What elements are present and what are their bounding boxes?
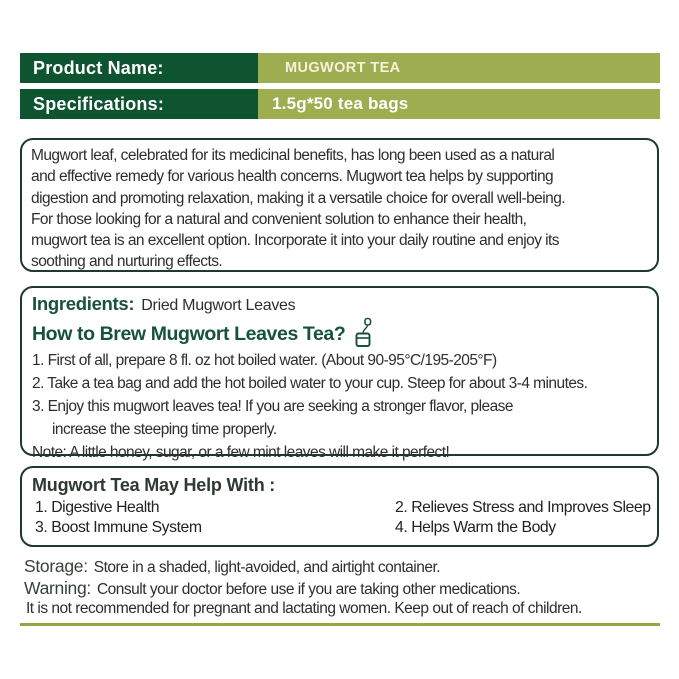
warning-text: Consult your doctor before use if you are taking other medications.	[96, 580, 521, 598]
benefits-row	[32, 519, 651, 539]
ingredients-line	[32, 293, 651, 319]
specifications-value: 1.5g*50 tea bags	[258, 89, 660, 119]
teabag-icon	[355, 317, 373, 348]
benefit-item: 4. Helps Warm the Body	[395, 518, 556, 536]
description-line: digestion and promoting relaxation, making it a versatile choice for overall well-being.	[31, 189, 566, 207]
description-line: For those looking for a natural and convenient solution to enhance their health,	[31, 210, 527, 228]
specifications-row	[20, 89, 660, 119]
ingredients-value: Dried Mugwort Leaves	[141, 297, 296, 314]
benefit-item: 2. Relieves Stress and Improves Sleep	[395, 499, 651, 516]
benefit-item: 3. Boost Immune System	[35, 518, 202, 536]
ingredients-label: Ingredients:	[32, 293, 135, 314]
brew-instructions-box	[20, 286, 659, 461]
description-box	[20, 138, 659, 272]
product-name-value: MUGWORT TEA	[258, 53, 660, 83]
footer-notes	[24, 556, 660, 621]
storage-label: Storage:	[24, 556, 88, 576]
storage-text: Store in a shaded, light-avoided, and airtight container.	[93, 559, 441, 576]
brew-step: 2. Take a tea bag and add the hot boiled water to your cup. Steep for about 3-4 minutes.	[32, 375, 588, 392]
brew-step: 1. First of all, prepare 8 fl. oz hot boiled water. (About 90-95°C/195-205°F)	[32, 352, 497, 369]
bottom-divider	[20, 623, 660, 626]
warning-text-2: It is not recommended for pregnant and lactating women. Keep out of reach of children.	[26, 599, 582, 617]
description-line: soothing and nurturing effects.	[31, 253, 223, 271]
benefit-item: 1. Digestive Health	[35, 499, 160, 516]
warning-line	[24, 578, 660, 600]
brew-step: 3. Enjoy this mugwort leaves tea! If you are seeking a stronger flavor, please	[32, 398, 513, 415]
product-name-row	[20, 53, 660, 83]
benefits-box	[20, 466, 659, 547]
product-name-label: Product Name:	[20, 53, 258, 83]
specifications-label: Specifications:	[20, 89, 258, 119]
benefits-row	[32, 499, 651, 519]
brew-note: Note: A little honey, sugar, or a few mint leaves will make it perfect!	[32, 444, 450, 461]
brew-step-continued: increase the steeping time properly.	[52, 421, 277, 438]
description-line: and effective remedy for various health concerns. Mugwort tea helps by supporting	[31, 168, 554, 186]
warning-line-2	[24, 600, 660, 622]
warning-label: Warning:	[24, 577, 91, 598]
benefits-title: Mugwort Tea May Help With :	[32, 475, 276, 495]
brew-title: How to Brew Mugwort Leaves Tea?	[32, 322, 346, 345]
brew-title-line	[32, 319, 651, 349]
storage-line	[24, 556, 660, 578]
description-line: Mugwort leaf, celebrated for its medicinal benefits, has long been used as a natural	[31, 147, 555, 164]
description-line: mugwort tea is an excellent option. Incorporate it into your daily routine and enjoy its	[31, 232, 560, 250]
